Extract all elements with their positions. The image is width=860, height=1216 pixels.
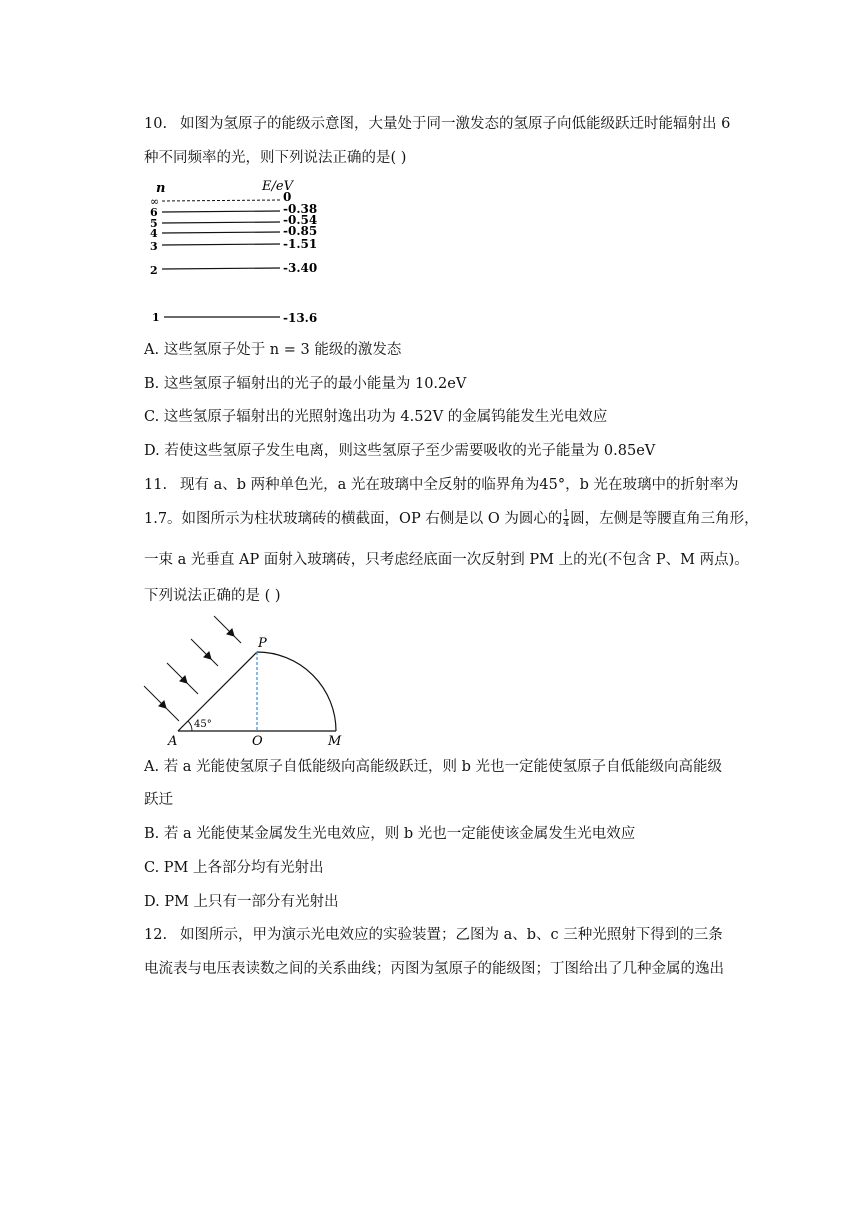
level-n-5: 5 [150, 217, 158, 230]
angle-arc [188, 721, 192, 731]
q11-stem-line4: 下列说法正确的是 ( ) [144, 588, 281, 604]
level-n-2: 2 [150, 264, 158, 277]
level-n-inf: ∞ [150, 195, 160, 208]
level-e-3: -1.51 [283, 237, 318, 251]
n-header: n [156, 181, 166, 196]
q11-stem-line2: 1.7。如图所示为柱状玻璃砖的横截面，OP 右侧是以 O 为圆心的 $\frac{1}{4}$ 圆，左侧是等腰直角三角形， [144, 508, 759, 529]
q11-option-d: D. PM 上只有一部分有光射出 [144, 894, 339, 910]
level-line-4 [162, 232, 280, 233]
q10-stem-line1: 10. 如图为氢原子的能级示意图，大量处于同一激发态的氢原子向低能级跃迁时能辐射出 6 [144, 116, 731, 132]
ray-3 [191, 639, 218, 666]
q12-stem-line1: 12. 如图所示，甲为演示光电效应的实验装置；乙图为 a、b、c 三种光照射下得到的三条 [144, 927, 723, 943]
quarter-arc [257, 652, 336, 731]
q11-option-a-line1: A. 若 a 光能使氢原子自低能级向高能级跃迁，则 b 光也一定能使氢原子自低能级向高能级 [144, 759, 723, 775]
q11-stem-line1: 11. 现有 a、b 两种单色光，a 光在玻璃中全反射的临界角为45°，b 光在玻璃中的折射率为 [144, 477, 739, 493]
q10-number: 10. [144, 116, 168, 132]
label-o: O [252, 734, 263, 746]
label-m: M [328, 734, 342, 746]
q12-stem-line2: 电流表与电压表读数之间的关系曲线；丙图为氢原子的能级图；丁图给出了几种金属的逸出 [144, 961, 724, 977]
level-e-2: -3.40 [283, 261, 318, 275]
level-e-4: -0.85 [283, 224, 318, 238]
level-e-inf: 0 [283, 190, 292, 204]
level-line-2 [162, 268, 280, 269]
q12-number: 12. [144, 927, 168, 943]
q10-option-b: B. 这些氢原子辐射出的光子的最小能量为 10.2eV [144, 376, 467, 392]
e-header: E/eV [262, 179, 293, 194]
level-n-3: 3 [150, 240, 158, 253]
angle-label: 45° [194, 719, 212, 730]
q10-option-a: A. 这些氢原子处于 n = 3 能级的激发态 [144, 342, 402, 358]
level-n-4: 4 [150, 227, 158, 240]
q10-option-d: D. 若使这些氢原子发生电离，则这些氢原子至少需要吸收的光子能量为 0.85eV [144, 443, 656, 459]
label-a: A [168, 734, 178, 746]
level-e-5: -0.54 [283, 213, 318, 227]
level-e-6: -0.38 [283, 202, 318, 216]
level-n-1: 1 [152, 311, 160, 324]
incident-rays [144, 616, 241, 721]
level-line-5 [162, 222, 280, 223]
q11-option-b: B. 若 a 光能使某金属发生光电效应，则 b 光也一定能使该金属发生光电效应 [144, 826, 636, 842]
ap-face [178, 652, 257, 731]
q11-option-a-line2: 跃迁 [144, 792, 173, 808]
q11-stem-line3: 一束 a 光垂直 AP 面射入玻璃砖，只考虑经底面一次反射到 PM 上的光(不包含 P、M 两点)。 [144, 552, 749, 568]
level-n-6: 6 [150, 206, 158, 219]
q11-number: 11. [144, 477, 168, 493]
energy-level-diagram [144, 178, 334, 328]
level-e-1: -13.6 [283, 311, 318, 325]
q11-option-c: C. PM 上各部分均有光射出 [144, 860, 324, 876]
q10-stem-line2: 种不同频率的光，则下列说法正确的是( ) [144, 150, 407, 166]
level-line-3 [162, 244, 280, 245]
glass-brick-diagram [140, 606, 360, 746]
level-line-6 [162, 211, 280, 212]
ray-4 [214, 616, 241, 643]
label-p: P [258, 636, 267, 651]
level-line-inf [162, 200, 280, 201]
q10-option-c: C. 这些氢原子辐射出的光照射逸出功为 4.52V 的金属钨能发生光电效应 [144, 409, 608, 425]
quarter-fraction: $\frac{1}{4}$ [563, 508, 570, 529]
